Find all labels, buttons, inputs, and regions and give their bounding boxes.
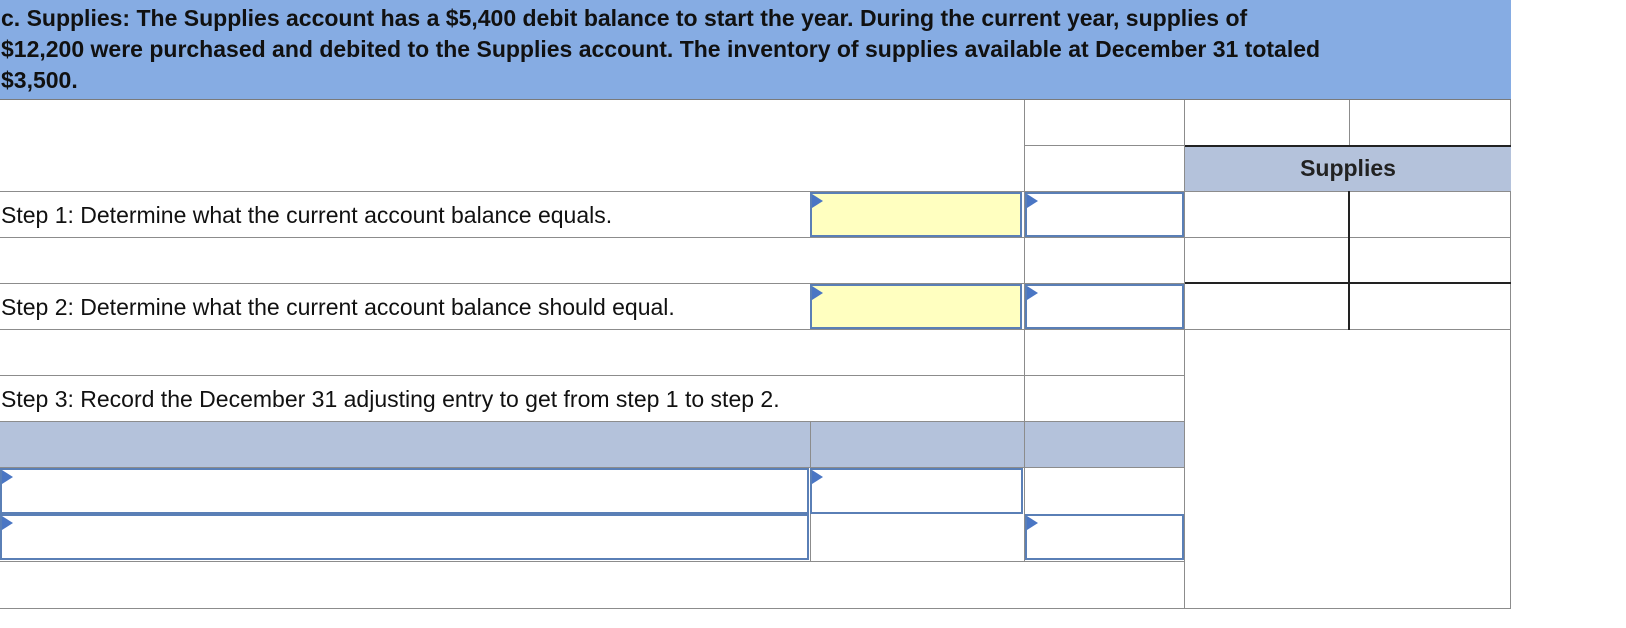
table-bottom-border (0, 608, 1511, 609)
row-divider (0, 237, 1511, 238)
t-account-title: Supplies (1300, 155, 1396, 181)
dropdown-marker-icon (1027, 286, 1038, 300)
dropdown-marker-icon (1027, 516, 1038, 530)
row-divider (1024, 145, 1185, 146)
step2-amount-input[interactable] (810, 284, 1022, 329)
dropdown-marker-icon (812, 194, 823, 208)
column-divider (1349, 100, 1350, 146)
journal-header-row (0, 422, 1184, 467)
t-account-center-line (1348, 191, 1350, 330)
dropdown-marker-icon (2, 470, 13, 484)
step2-label: Step 2: Determine what the current account balance should equal. (1, 294, 675, 320)
journal-line1-account-input[interactable] (0, 468, 809, 514)
step1-label: Step 1: Determine what the current account balance equals. (1, 202, 613, 228)
column-divider (810, 421, 811, 468)
row-divider (0, 329, 1511, 330)
journal-line2-credit-input[interactable] (1025, 514, 1184, 560)
dropdown-marker-icon (2, 516, 13, 530)
journal-line1-debit-input[interactable] (810, 468, 1023, 514)
dropdown-marker-icon (812, 470, 823, 484)
row-divider (0, 375, 1185, 376)
problem-statement: c. Supplies: The Supplies account has a $5,400 debit balance to start the year. During the current year, supplies of $12,200 were purchased and debited to the Supplies account. The inventory of supplies available at December 31 totaled $3,500. (0, 0, 1511, 100)
step2-balance-input[interactable] (1025, 284, 1184, 329)
journal-line2-account-input[interactable] (0, 514, 809, 560)
dropdown-marker-icon (1027, 194, 1038, 208)
step1-amount-input[interactable] (810, 192, 1022, 237)
column-divider (1024, 421, 1025, 468)
t-account-top-line (1185, 145, 1511, 147)
row-divider (0, 191, 1511, 192)
step3-label: Step 3: Record the December 31 adjusting entry to get from step 1 to step 2. (1, 386, 780, 412)
row-divider (0, 561, 1185, 562)
step1-balance-input[interactable] (1025, 192, 1184, 237)
dropdown-marker-icon (812, 286, 823, 300)
column-divider (1024, 100, 1025, 562)
